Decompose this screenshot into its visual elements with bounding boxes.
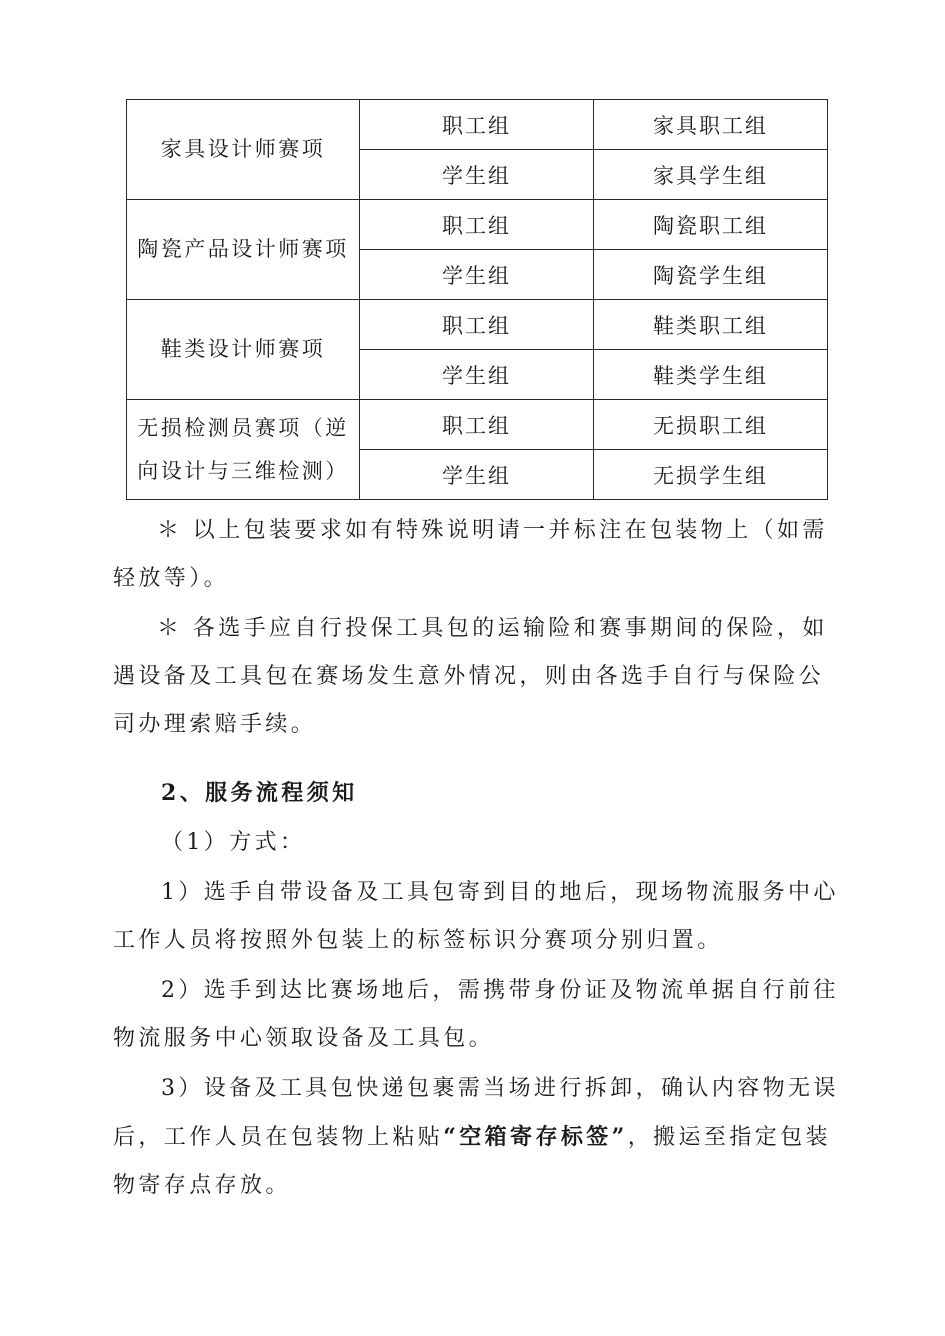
step-3 xyxy=(113,1065,848,1210)
note-packaging: ＊ 以上包装要求如有特殊说明请一并标注在包装物上（如需轻放等）。 xyxy=(113,518,828,591)
group-cell: 职工组 xyxy=(360,300,594,350)
label-cell: 陶瓷学生组 xyxy=(594,250,828,300)
step-1: 1）选手自带设备及工具包寄到目的地后，现场物流服务中心工作人员将按照外包装上的标签标识分赛项分别归置。 xyxy=(113,880,839,953)
document-body xyxy=(113,507,848,1210)
table-row xyxy=(127,100,828,150)
event-name-cell: 鞋类设计师赛项 xyxy=(127,300,360,400)
label-cell: 陶瓷职工组 xyxy=(594,200,828,250)
group-cell: 学生组 xyxy=(360,350,594,400)
group-cell: 职工组 xyxy=(360,400,594,450)
event-name-cell: 家具设计师赛项 xyxy=(127,100,360,200)
section-heading: 2、服务流程须知 xyxy=(161,780,358,806)
group-cell: 学生组 xyxy=(360,250,594,300)
table-row xyxy=(127,400,828,450)
empty-box-label-term: “空箱寄存标签” xyxy=(443,1124,628,1150)
label-cell: 家具职工组 xyxy=(594,100,828,150)
group-cell: 学生组 xyxy=(360,450,594,500)
note-insurance: ＊ 各选手应自行投保工具包的运输险和赛事期间的保险，如遇设备及工具包在赛场发生意外情况，则由各选手自行与保险公司办理索赔手续。 xyxy=(113,616,828,737)
section-subheading: （1）方式： xyxy=(161,830,306,855)
label-cell: 无损职工组 xyxy=(594,400,828,450)
table-row xyxy=(127,300,828,350)
group-label-table xyxy=(126,99,828,500)
label-cell: 鞋类学生组 xyxy=(594,350,828,400)
step-3-text: 3）设备及工具包快递包裹需当场进行拆卸，确认内容物无误后，工作人员在包装物上粘贴 xyxy=(113,1076,839,1150)
group-cell: 职工组 xyxy=(360,100,594,150)
step-2: 2）选手到达比赛场地后，需携带身份证及物流单据自行前往物流服务中心领取设备及工具包。 xyxy=(113,978,839,1051)
event-name-cell: 无损检测员赛项（逆向设计与三维检测） xyxy=(127,400,360,500)
label-cell: 无损学生组 xyxy=(594,450,828,500)
table-row xyxy=(127,200,828,250)
event-name-cell: 陶瓷产品设计师赛项 xyxy=(127,200,360,300)
group-cell: 职工组 xyxy=(360,200,594,250)
label-cell: 家具学生组 xyxy=(594,150,828,200)
label-cell: 鞋类职工组 xyxy=(594,300,828,350)
step-3-text-end: ，搬运至指定包装物寄存点存放。 xyxy=(113,1125,831,1198)
group-cell: 学生组 xyxy=(360,150,594,200)
